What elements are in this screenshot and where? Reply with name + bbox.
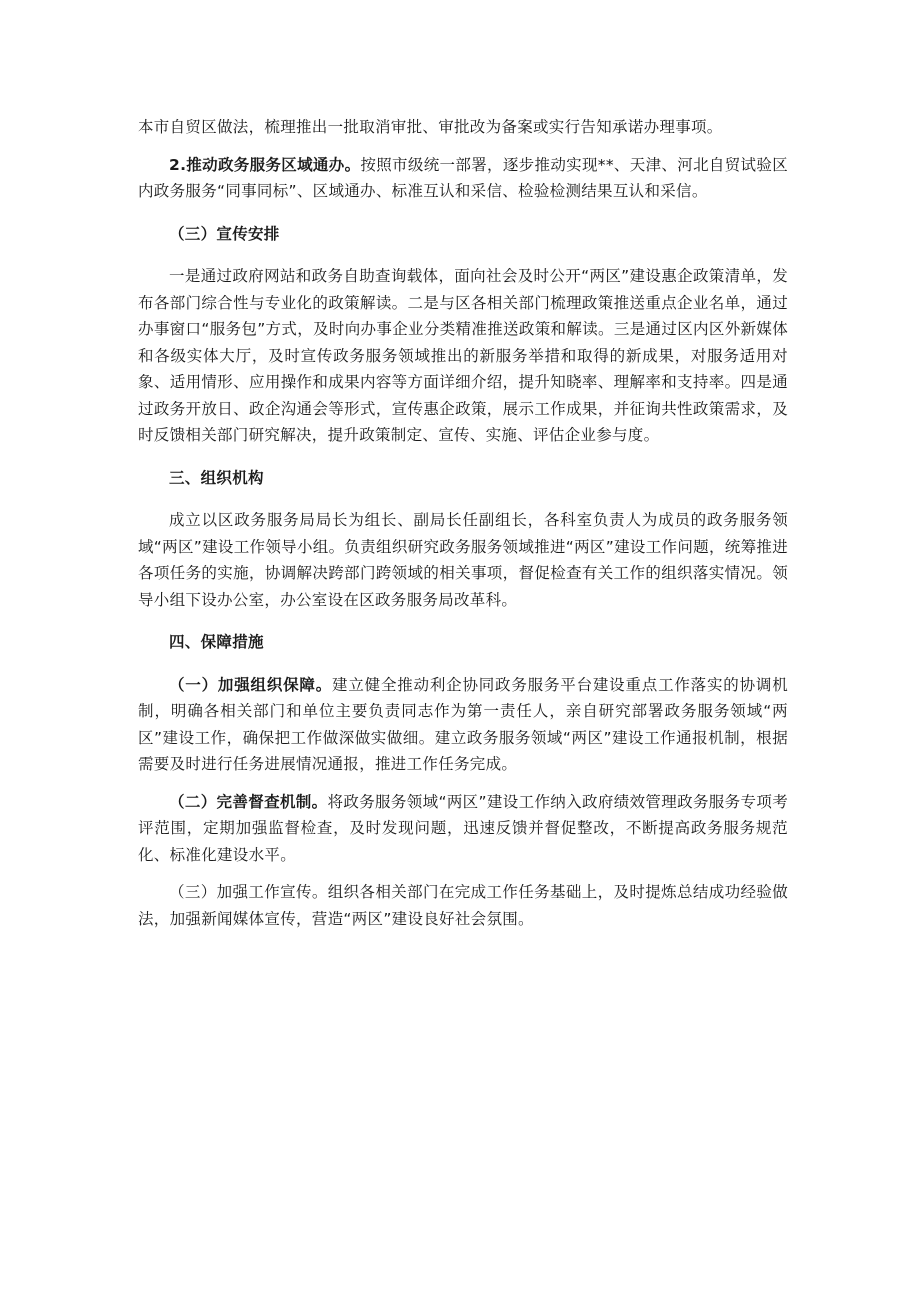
paragraph-work-publicity: （三）加强工作宣传。组织各相关部门在完成工作任务基础上，及时提炼总结成功经验做法，加强新闻媒体宣传，营造“两区”建设良好社会氛围。	[138, 883, 788, 928]
paragraph-regional-service	[138, 152, 788, 205]
paragraph-organization: 成立以区政务服务局局长为组长、副局长任副组长，各科室负责人为成员的政务服务领域“两区”建设工作领导小组。负责组织研究政务服务领域推进“两区”建设工作问题，统筹推进各项任务的实施，协调解决跨部门跨领域的相关事项，督促检查有关工作的组织落实情况。领导小组下设办公室，办公室设在区政务服务局改革科。	[138, 511, 788, 609]
item-text-org-guarantee: 建立健全推动利企协同政务服务平台建设重点工作落实的协调机制，明确各相关部门和单位主要负责同志作为第一责任人，亲自研究部署政务服务领域“两区”建设工作，确保把工作做深做实做细。建立政务服务领域“两区”建设工作通报机制，根据需要及时进行任务进展情况通报，推进工作任务完成。	[138, 675, 788, 773]
document-body	[138, 114, 788, 932]
paragraph-publicity: 一是通过政府网站和政务自助查询载体，面向社会及时公开“两区”建设惠企政策清单，发布各部门综合性与专业化的政策解读。二是与区各相关部门梳理政策推送重点企业名单，通过办事窗口“服务包”方式，及时向办事企业分类精准推送政策和解读。三是通过区内区外新媒体和各级实体大厅，及时宣传政务服务领域推出的新服务举措和取得的新成果，对服务适用对象、适用情形、应用操作和成果内容等方面详细介绍，提升知晓率、理解率和支持率。四是通过政务开放日、政企沟通会等形式，宣传惠企政策，展示工作成果，并征询共性政策需求，及时反馈相关部门研究解决，提升政策制定、宣传、实施、评估企业参与度。	[138, 267, 788, 444]
item-heading-regional-service: 2.推动政务服务区域通办。	[169, 155, 361, 174]
section-heading-organization: 三、组织机构	[169, 468, 264, 487]
paragraph-org-guarantee	[138, 672, 788, 778]
paragraph-continued: 本市自贸区做法，梳理推出一批取消审批、审批改为备案或实行告知承诺办理事项。	[138, 118, 723, 136]
item-text-regional-service: 按照市级统一部署，逐步推动实现**、天津、河北自贸试验区内政务服务“同事同标”、区域通办、标准互认和采信、检验检测结果互认和采信。	[138, 155, 789, 200]
item-heading-org-guarantee: （一）加强组织保障。	[169, 675, 333, 694]
item-heading-supervision: （二）完善督查机制。	[169, 792, 328, 811]
item-text-supervision: 将政务服务领域“两区”建设工作纳入政府绩效管理政务服务专项考评范围，定期加强监督检查，及时发现问题，迅速反馈并督促整改，不断提高政务服务规范化、标准化建设水平。	[138, 792, 788, 864]
section-heading-publicity: （三）宣传安排	[169, 224, 280, 243]
section-heading-safeguards: 四、保障措施	[169, 633, 264, 651]
paragraph-supervision	[138, 789, 788, 869]
